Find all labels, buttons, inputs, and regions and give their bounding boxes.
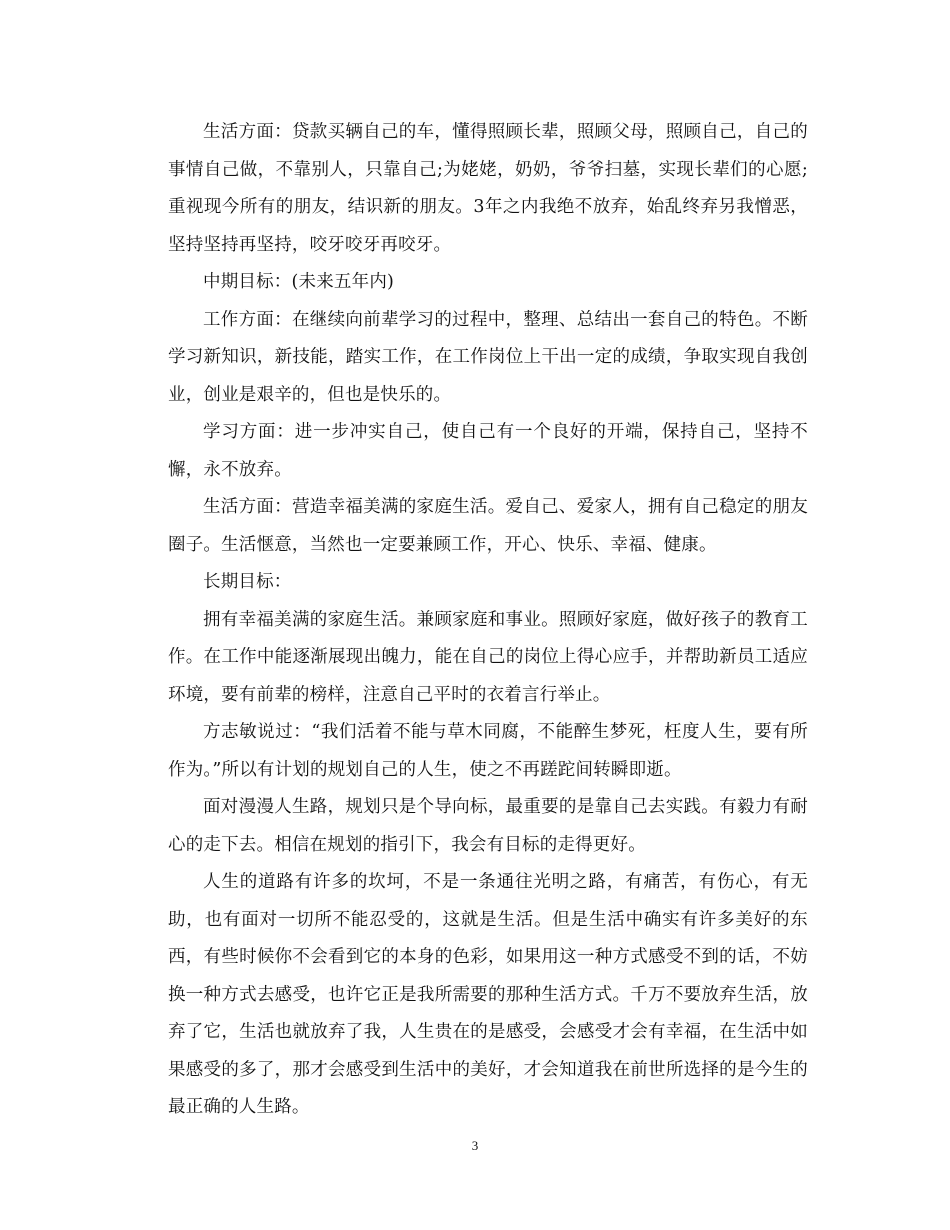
paragraph-life-mid-term: 生活方面：营造幸福美满的家庭生活。爱自己、爱家人，拥有自己稳定的朋友圈子。生活惬意，当然也一定要兼顾工作，开心、快乐、幸福、健康。 (168, 497, 808, 555)
paragraph-study-mid-term: 学习方面：进一步冲实自己，使自己有一个良好的开端，保持自己，坚持不懈，永不放弃。 (168, 422, 808, 480)
paragraph-long-term: 拥有幸福美满的家庭生活。兼顾家庭和事业。照顾好家庭，做好孩子的教育工作。在工作中能逐渐展现出魄力，能在自己的岗位上得心应手，并帮助新员工适应环境，要有前辈的榜样，注意自己平时的衣着言行举止。 (168, 609, 808, 705)
paragraph-work-mid-term: 工作方面：在继续向前辈学习的过程中，整理、总结出一套自己的特色。不断学习新知识，新技能，踏实工作，在工作岗位上干出一定的成绩，争取实现自我创业，创业是艰辛的，但也是快乐的。 (168, 309, 808, 405)
paragraph-quote: 方志敏说过：“我们活着不能与草木同腐，不能醉生梦死，枉度人生，要有所作为。”所以有计划的规划自己的人生，使之不再蹉跎间转瞬即逝。 (168, 722, 808, 780)
paragraph-planning: 面对漫漫人生路，规划只是个导向标，最重要的是靠自己去实践。有毅力有耐心的走下去。相信在规划的指引下，我会有目标的走得更好。 (168, 797, 808, 855)
paragraph-life-short-term: 生活方面：贷款买辆自己的车，懂得照顾长辈，照顾父母，照顾自己，自己的事情自己做，不靠别人，只靠自己;为姥姥，奶奶，爷爷扫墓，实现长辈们的心愿;重视现今所有的朋友，结识新的朋友。3年之内我绝不放弃，始乱终弃另我憎恶，坚持坚持再坚持，咬牙咬牙再咬牙。 (168, 122, 808, 255)
paragraph-life-reflection: 人生的道路有许多的坎坷，不是一条通往光明之路，有痛苦，有伤心，有无助，也有面对一切所不能忍受的，这就是生活。但是生活中确实有许多美好的东西，有些时候你不会看到它的本身的色彩，如果用这一种方式感受不到的话，不妨换一种方式去感受，也许它正是我所需要的那种生活方式。千万不要放弃生活，放弃了它，生活也就放弃了我，人生贵在的是感受，会感受才会有幸福，在生活中如果感受的多了，那才会感受到生活中的美好，才会知道我在前世所选择的是今生的最正确的人生路。 (168, 872, 808, 1117)
heading-mid-term-goals: 中期目标：(未来五年内) (203, 272, 395, 292)
page-number: 3 (471, 1138, 479, 1153)
heading-long-term-goals: 长期目标： (203, 572, 292, 592)
document-body (168, 114, 808, 1127)
